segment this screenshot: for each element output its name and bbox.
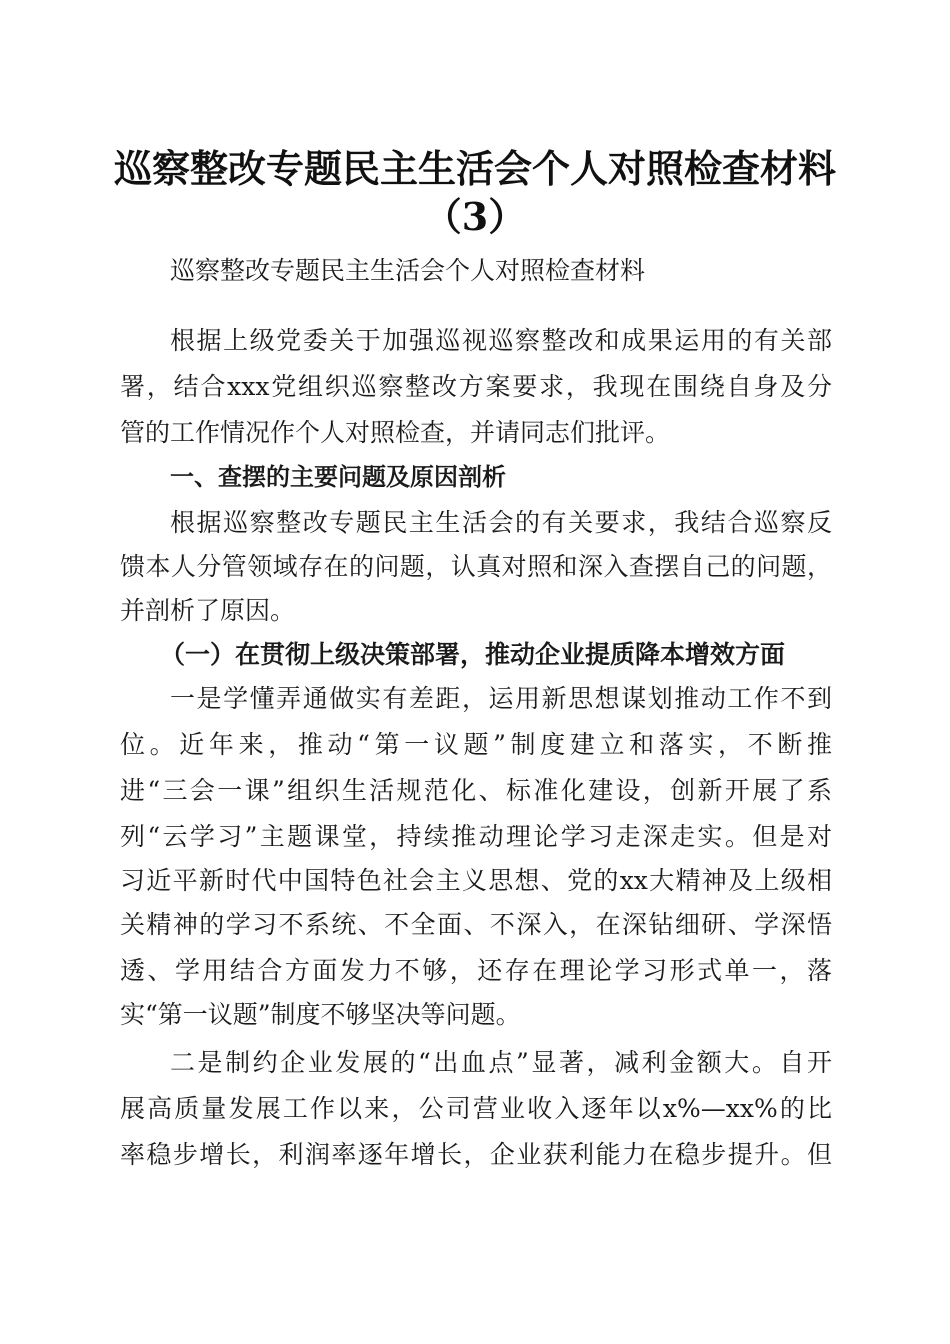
- paragraph-line: 根据巡察整改专题民主生活会的有关要求，我结合巡察反: [170, 508, 832, 537]
- subsection-heading: （一）在贯彻上级决策部署，推动企业提质降本增效方面: [160, 640, 786, 669]
- paragraph-line: 关精神的学习不系统、不全面、不深入，在深钻细研、学深悟: [120, 910, 832, 939]
- document-title: 巡察整改专题民主生活会个人对照检查材料: [113, 146, 836, 191]
- paragraph-line: 率稳步增长，利润率逐年增长，企业获利能力在稳步提升。但: [120, 1140, 832, 1169]
- document-title-number: （3）: [423, 194, 527, 239]
- intro-heading-line: 巡察整改专题民主生活会个人对照检查材料: [170, 256, 646, 285]
- paragraph-line: 位。近年来，推动“第一议题”制度建立和落实，不断推: [120, 730, 832, 759]
- paragraph-line: 一是学懂弄通做实有差距，运用新思想谋划推动工作不到: [170, 684, 832, 713]
- paragraph-line: 根据上级党委关于加强巡视巡察整改和成果运用的有关部: [170, 326, 832, 355]
- paragraph-line: 展高质量发展工作以来，公司营业收入逐年以x%—xx%的比: [120, 1094, 832, 1123]
- paragraph-line: 进“三会一课”组织生活规范化、标准化建设，创新开展了系: [120, 776, 832, 805]
- paragraph-line: 馈本人分管领域存在的问题，认真对照和深入查摆自己的问题，: [120, 552, 832, 581]
- paragraph-line: 透、学用结合方面发力不够，还存在理论学习形式单一，落: [120, 956, 832, 985]
- paragraph-line: 二是制约企业发展的“出血点”显著，减利金额大。自开: [170, 1048, 832, 1077]
- paragraph-line: 并剖析了原因。: [120, 596, 296, 625]
- paragraph-line: 署，结合xxx党组织巡察整改方案要求，我现在围绕自身及分: [120, 372, 832, 401]
- paragraph-line: 列“云学习”主题课堂，持续推动理论学习走深走实。但是对: [120, 822, 832, 851]
- paragraph-line: 习近平新时代中国特色社会主义思想、党的xx大精神及上级相: [120, 866, 832, 895]
- paragraph-line: 管的工作情况作个人对照检查，并请同志们批评。: [120, 418, 671, 447]
- paragraph-line: 实“第一议题”制度不够坚决等问题。: [120, 1000, 521, 1029]
- section-heading: 一、查摆的主要问题及原因剖析: [170, 463, 506, 491]
